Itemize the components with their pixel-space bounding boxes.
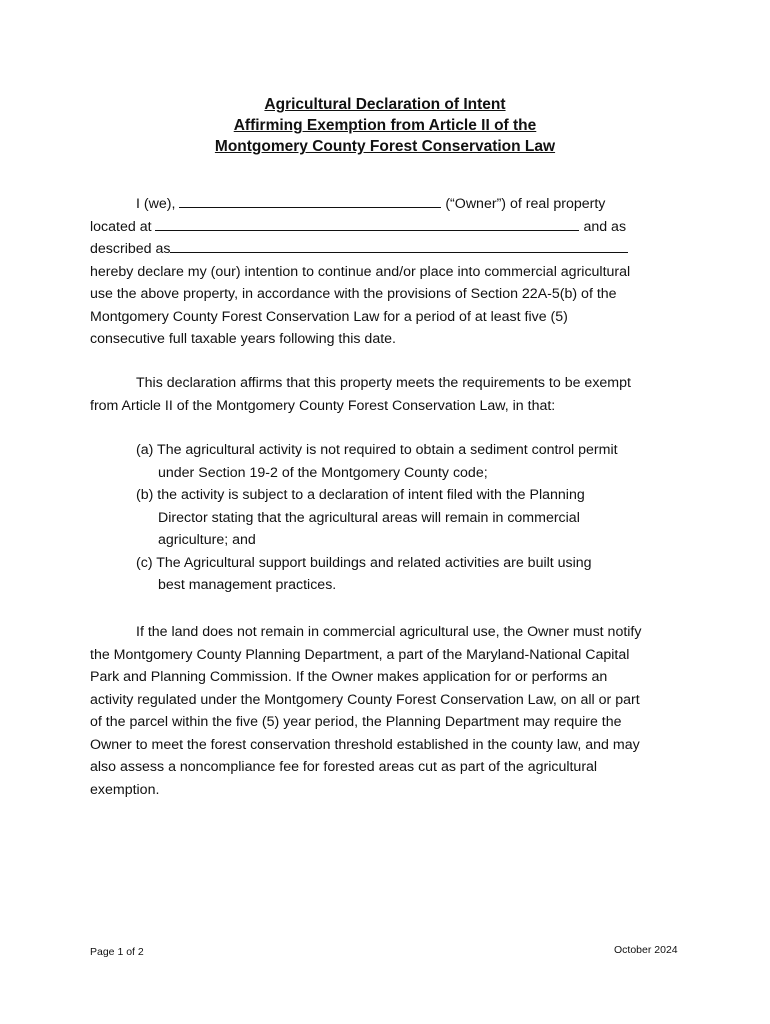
para3-line: also assess a noncompliance fee for forested areas cut as part of the agricultural — [90, 759, 598, 775]
para2-line: This declaration affirms that this property meets the requirements to be exempt — [136, 375, 631, 391]
footer-date: October 2024 — [614, 944, 678, 956]
owner-label: I (we), — [136, 196, 176, 212]
title-line-1: Agricultural Declaration of Intent — [264, 96, 506, 113]
para3-line: exemption. — [90, 781, 160, 798]
title-line-3: Montgomery County Forest Conservation Law — [214, 138, 556, 155]
condition-c-line: (c) The Agricultural support buildings and related activities are built using — [136, 554, 592, 571]
para1-line: consecutive full taxable years following this date. — [90, 331, 396, 347]
para3-line: If the land does not remain in commercial agricultural use, the Owner must notify — [136, 624, 642, 640]
para1-line: use the above property, in accordance with the provisions of Section 22A-5(b) of the — [90, 286, 617, 302]
location-field[interactable] — [155, 216, 579, 231]
location-label: located at — [90, 218, 152, 235]
condition-a-line: (a) The agricultural activity is not required to obtain a sediment control permit — [136, 442, 618, 458]
conditions-list — [136, 439, 696, 597]
notification-paragraph — [90, 621, 690, 801]
para3-line: Park and Planning Commission. If the Owner makes application for or performs an — [90, 669, 608, 685]
page-number: Page 1 of 2 — [90, 946, 144, 958]
description-label: described as — [90, 241, 171, 257]
para3-line: of the parcel within the five (5) year period, the Planning Department may require the — [90, 714, 622, 730]
condition-a-line: under Section 19-2 of the Montgomery County code; — [158, 464, 488, 481]
para1-line: hereby declare my (our) intention to continue and/or place into commercial agricultural — [90, 263, 631, 280]
title-line-2: Affirming Exemption from Article II of the — [233, 117, 537, 134]
affirmation-paragraph — [90, 372, 690, 417]
location-line — [90, 216, 690, 239]
location-suffix: and as — [583, 218, 627, 235]
para3-line: the Montgomery County Planning Department, a part of the Maryland-National Capital — [90, 646, 630, 663]
para2-line: from Article II of the Montgomery County Forest Conservation Law, in that: — [90, 397, 556, 414]
para3-line: activity regulated under the Montgomery County Forest Conservation Law, on all or part — [90, 691, 640, 708]
description-field[interactable] — [170, 238, 628, 253]
condition-c-line: best management practices. — [158, 577, 337, 593]
para3-line: Owner to meet the forest conservation threshold established in the county law, and may — [90, 736, 640, 753]
owner-line — [90, 193, 690, 216]
condition-b-line: agriculture; and — [158, 532, 256, 548]
declaration-paragraph — [90, 193, 690, 351]
owner-name-field[interactable] — [179, 193, 441, 208]
condition-b-line: (b) the activity is subject to a declaration of intent filed with the Planning — [136, 487, 585, 503]
owner-suffix: (“Owner”) of real property — [445, 196, 606, 212]
para1-line: Montgomery County Forest Conservation Law for a period of at least five (5) — [90, 308, 568, 325]
description-line — [90, 238, 690, 261]
document-title — [0, 94, 770, 157]
condition-b-line: Director stating that the agricultural areas will remain in commercial — [158, 509, 580, 526]
